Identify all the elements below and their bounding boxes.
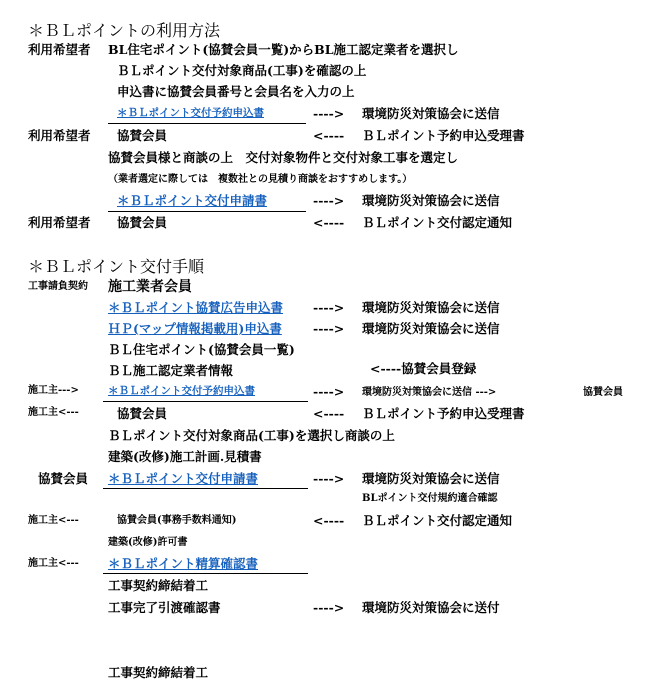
owner2-party: 協賛会員(事務手数料通知) [117,515,237,526]
owner-recv-party: 協賛会員 [117,406,168,421]
signing-line-2: 工事契約締結着工 [108,665,209,680]
link4-arrow: ----> [313,471,345,486]
row2-line2: （業者選定に際しては 複数社との見積り商談をおすすめします。） [108,174,413,185]
row3-label: 利用希望者 [28,215,91,230]
divider-line [103,401,308,402]
link2-arrow: ----> [313,321,345,336]
completion-arrow: ----> [313,600,345,615]
owner2-arrow: <---- [313,513,345,528]
owner3-label: 施工主<--- [28,558,79,569]
owner-recv-arrow: <---- [313,406,345,421]
row2-line1: 協賛会員様と商談の上 交付対象物件と交付対象工事を選定し [108,150,459,165]
link3-arrow: ----> [313,384,345,399]
link3-dest: 環境防災対策協会に送信 ---> [362,387,497,398]
row2-dest: 環境防災対策協会に送信 [362,193,500,208]
sponsor-ad-application-link[interactable]: ＊ＢＬポイント協賛広告申込書 [108,300,284,315]
row3-result: ＢＬポイント交付認定通知 [362,215,513,230]
link1-arrow: ----> [313,300,345,315]
row1-line1: BL住宅ポイント(協賛会員一覧)からBL施工認定業者を選択し [108,42,459,57]
owner-recv-result: ＢＬポイント予約申込受理書 [362,406,525,421]
row2-arrow2: ----> [313,193,345,208]
completion-dest: 環境防災対策協会に送付 [362,600,500,615]
divider-line [108,211,306,212]
row2-party: 協賛会員 [117,128,168,143]
divider-line [103,488,308,489]
link1-dest: 環境防災対策協会に送信 [362,300,500,315]
divider-line [103,573,308,574]
row1-line2: ＢＬポイント交付対象商品(工事)を確認の上 [117,63,367,78]
row2-label: 利用希望者 [28,128,91,143]
permit-line: 建築(改修)許可書 [108,537,188,548]
reservation-form-link-2[interactable]: ＊ＢＬポイント交付予約申込書 [108,385,255,397]
owner2-result: ＢＬポイント交付認定通知 [362,513,513,528]
divider-line [108,123,306,124]
member-label: 協賛会員 [38,471,89,486]
row2-arrow: <---- [313,128,345,143]
owner-recv-label: 施工主<--- [28,407,79,418]
link4-dest: 環境防災対策協会に送信 [362,471,500,486]
bl-point-application-link[interactable]: ＊ＢＬポイント交付申請書 [117,193,268,208]
plan-line: 建築(改修)施工計画.見積書 [108,449,262,464]
select-line: ＢＬポイント交付対象商品(工事)を選択し商談の上 [108,428,395,443]
link3-member: 協賛会員 [583,387,623,398]
row2-result: ＢＬポイント予約申込受理書 [362,128,525,143]
completion-line: 工事完了引渡確認書 [108,600,221,615]
settlement-confirmation-link[interactable]: ＊ＢＬポイント精算確認書 [108,556,259,571]
link2-dest: 環境防災対策協会に送信 [362,321,500,336]
owner-send-label: 施工主---> [28,385,79,396]
row1-line3: 申込書に協賛会員番号と会員名を入力の上 [117,84,355,99]
row1-label: 利用希望者 [28,42,91,57]
application-link-2[interactable]: ＊ＢＬポイント交付申請書 [108,471,259,486]
contractor-title: 施工業者会員 [108,279,192,295]
bl-point-reservation-form-link[interactable]: ＊ＢＬポイント交付予約申込書 [117,107,264,119]
conformity-check: BLポイント交付規約適合確認 [362,493,498,504]
row3-arrow: <---- [313,215,345,230]
row1-dest: 環境防災対策協会に送信 [362,106,500,121]
usage-heading: ＊ＢＬポイントの利用方法 [28,21,221,40]
member-registration: <----協賛会員登録 [370,361,477,376]
contract-label: 工事請負契約 [28,281,88,292]
owner2-label: 施工主<--- [28,515,79,526]
signing-line-1: 工事契約締結着工 [108,578,209,593]
bl-housing-point-line: ＢＬ住宅ポイント(協賛会員一覧) [108,342,295,357]
hp-map-application-link[interactable]: ＨＰ(マップ情報掲載用)申込書 [108,321,282,336]
row1-arrow: ----> [313,106,345,121]
procedure-heading: ＊ＢＬポイント交付手順 [28,257,205,276]
row3-party: 協賛会員 [117,215,168,230]
certified-contractor-info: ＢＬ施工認定業者情報 [108,363,234,378]
